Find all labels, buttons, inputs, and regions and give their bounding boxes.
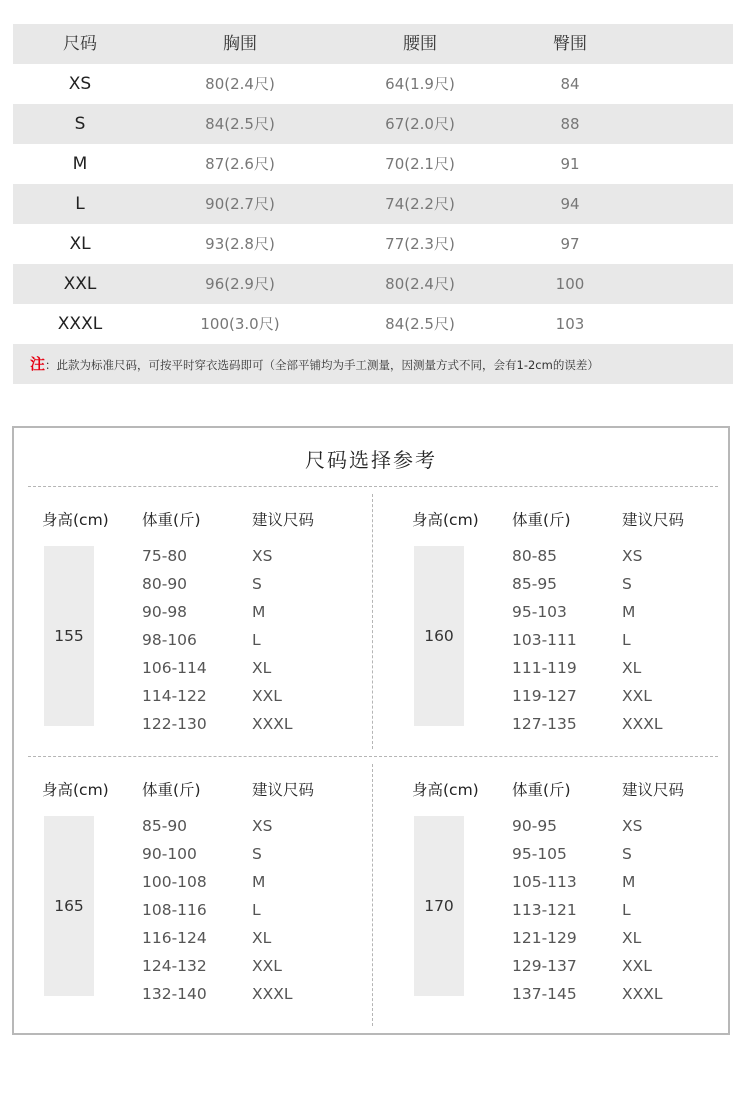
weight-header: 体重(斤)	[512, 781, 571, 799]
weight-range: 121-129	[512, 929, 577, 947]
list-item	[512, 626, 750, 654]
suggested-size: S	[622, 575, 632, 593]
suggested-size: XS	[622, 547, 643, 565]
weight-range: 119-127	[512, 687, 577, 705]
hip-cell: 103	[555, 315, 585, 333]
list-item	[142, 654, 382, 682]
measurement-note	[13, 344, 733, 384]
weight-size-list	[142, 812, 382, 1008]
size-cell: XXL	[63, 274, 97, 294]
hip-cell: 94	[560, 195, 580, 213]
list-item	[142, 980, 382, 1008]
height-group-165	[42, 778, 382, 1038]
height-value: 165	[44, 816, 94, 996]
size-cell: XS	[68, 74, 92, 94]
suggested-size-header: 建议尺码	[622, 511, 685, 529]
weight-size-list	[512, 812, 750, 1008]
suggested-size: M	[252, 873, 266, 891]
list-item	[512, 812, 750, 840]
note-label: 注	[30, 355, 46, 373]
suggested-size: XXL	[622, 957, 652, 975]
weight-header: 体重(斤)	[142, 781, 201, 799]
weight-range: 100-108	[142, 873, 207, 891]
height-value: 170	[414, 816, 464, 996]
list-item	[142, 626, 382, 654]
weight-range: 122-130	[142, 715, 207, 733]
chest-cell: 87(2.6尺)	[205, 155, 275, 173]
chest-cell: 96(2.9尺)	[205, 275, 275, 293]
weight-range: 98-106	[142, 631, 197, 649]
suggested-size: XXL	[252, 957, 282, 975]
suggested-size: S	[252, 845, 262, 863]
list-item	[142, 924, 382, 952]
header-size: 尺码	[63, 34, 97, 54]
height-group-170	[412, 778, 750, 1038]
waist-cell: 64(1.9尺)	[385, 75, 455, 93]
waist-cell: 67(2.0尺)	[385, 115, 455, 133]
suggested-size: XXXL	[622, 985, 663, 1003]
weight-range: 124-132	[142, 957, 207, 975]
weight-range: 114-122	[142, 687, 207, 705]
height-header: 身高(cm)	[412, 511, 479, 529]
suggested-size: XL	[252, 929, 272, 947]
weight-header: 体重(斤)	[142, 511, 201, 529]
hip-cell: 100	[555, 275, 585, 293]
weight-range: 90-98	[142, 603, 188, 621]
header-chest: 胸围	[223, 34, 257, 54]
weight-range: 116-124	[142, 929, 207, 947]
weight-range: 105-113	[512, 873, 577, 891]
waist-cell: 77(2.3尺)	[385, 235, 455, 253]
list-item	[512, 570, 750, 598]
list-item	[512, 542, 750, 570]
list-item	[512, 924, 750, 952]
size-cell: XXXL	[57, 314, 103, 334]
suggested-size: XXXL	[622, 715, 663, 733]
suggested-size: XL	[252, 659, 272, 677]
list-item	[142, 710, 382, 738]
list-item	[512, 840, 750, 868]
chest-cell: 100(3.0尺)	[200, 315, 280, 333]
table-row	[13, 184, 733, 224]
suggested-size: XXXL	[252, 985, 293, 1003]
chest-cell: 90(2.7尺)	[205, 195, 275, 213]
list-item	[512, 598, 750, 626]
suggested-size: XXXL	[252, 715, 293, 733]
note-text: ：此款为标准尺码，可按平时穿衣选码即可（全部平铺均为手工测量，因测量方式不同，会有1-2cm的误差）	[45, 358, 599, 372]
chest-cell: 93(2.8尺)	[205, 235, 275, 253]
weight-range: 85-95	[512, 575, 558, 593]
suggested-size: XS	[622, 817, 643, 835]
suggested-size: M	[622, 603, 636, 621]
suggested-size: XL	[622, 929, 642, 947]
chest-cell: 84(2.5尺)	[205, 115, 275, 133]
weight-size-list	[512, 542, 750, 738]
weight-range: 75-80	[142, 547, 188, 565]
weight-range: 129-137	[512, 957, 577, 975]
height-header: 身高(cm)	[42, 511, 109, 529]
weight-range: 108-116	[142, 901, 207, 919]
suggested-size: L	[252, 901, 261, 919]
weight-range: 103-111	[512, 631, 577, 649]
table-row	[13, 304, 733, 344]
suggested-size: L	[622, 631, 631, 649]
waist-cell: 74(2.2尺)	[385, 195, 455, 213]
weight-range: 85-90	[142, 817, 188, 835]
hip-cell: 84	[560, 75, 580, 93]
list-item	[142, 598, 382, 626]
table-row	[13, 264, 733, 304]
weight-range: 95-105	[512, 845, 567, 863]
waist-cell: 70(2.1尺)	[385, 155, 455, 173]
table-row	[13, 144, 733, 184]
divider-top	[28, 486, 718, 487]
suggested-size: M	[252, 603, 266, 621]
list-item	[512, 682, 750, 710]
suggested-size: XXL	[252, 687, 282, 705]
chest-cell: 80(2.4尺)	[205, 75, 275, 93]
list-item	[142, 682, 382, 710]
suggested-size: XL	[622, 659, 642, 677]
size-cell: S	[74, 114, 86, 134]
list-item	[142, 812, 382, 840]
weight-range: 127-135	[512, 715, 577, 733]
weight-size-list	[142, 542, 382, 738]
size-cell: L	[75, 194, 85, 214]
list-item	[512, 868, 750, 896]
suggested-size: S	[252, 575, 262, 593]
list-item	[512, 980, 750, 1008]
suggested-size: S	[622, 845, 632, 863]
weight-range: 137-145	[512, 985, 577, 1003]
weight-range: 106-114	[142, 659, 207, 677]
size-cell: M	[72, 154, 88, 174]
waist-cell: 84(2.5尺)	[385, 315, 455, 333]
height-group-160	[412, 508, 750, 768]
waist-cell: 80(2.4尺)	[385, 275, 455, 293]
height-header: 身高(cm)	[412, 781, 479, 799]
size-table-header	[13, 24, 733, 64]
suggested-size-header: 建议尺码	[252, 781, 315, 799]
table-row	[13, 64, 733, 104]
weight-range: 90-95	[512, 817, 558, 835]
weight-range: 80-90	[142, 575, 188, 593]
list-item	[142, 896, 382, 924]
suggested-size: XS	[252, 817, 273, 835]
suggested-size: XS	[252, 547, 273, 565]
height-header: 身高(cm)	[42, 781, 109, 799]
weight-range: 113-121	[512, 901, 577, 919]
header-hip: 臀围	[553, 34, 587, 54]
weight-range: 90-100	[142, 845, 197, 863]
suggested-size: M	[622, 873, 636, 891]
suggested-size: XXL	[622, 687, 652, 705]
weight-range: 132-140	[142, 985, 207, 1003]
size-reference-title: 尺码选择参考	[305, 448, 437, 472]
size-reference-box	[12, 426, 730, 1035]
list-item	[142, 868, 382, 896]
suggested-size-header: 建议尺码	[252, 511, 315, 529]
list-item	[142, 542, 382, 570]
suggested-size-header: 建议尺码	[622, 781, 685, 799]
list-item	[512, 654, 750, 682]
weight-range: 111-119	[512, 659, 577, 677]
size-cell: XL	[69, 234, 91, 254]
list-item	[512, 896, 750, 924]
list-item	[512, 952, 750, 980]
list-item	[142, 570, 382, 598]
weight-header: 体重(斤)	[512, 511, 571, 529]
height-value: 160	[414, 546, 464, 726]
header-waist: 腰围	[403, 34, 437, 54]
hip-cell: 91	[560, 155, 580, 173]
weight-range: 95-103	[512, 603, 567, 621]
weight-range: 80-85	[512, 547, 558, 565]
list-item	[142, 952, 382, 980]
hip-cell: 97	[560, 235, 580, 253]
suggested-size: L	[252, 631, 261, 649]
height-group-155	[42, 508, 382, 768]
list-item	[512, 710, 750, 738]
size-table	[13, 24, 733, 344]
hip-cell: 88	[560, 115, 580, 133]
list-item	[142, 840, 382, 868]
table-row	[13, 104, 733, 144]
height-value: 155	[44, 546, 94, 726]
suggested-size: L	[622, 901, 631, 919]
table-row	[13, 224, 733, 264]
